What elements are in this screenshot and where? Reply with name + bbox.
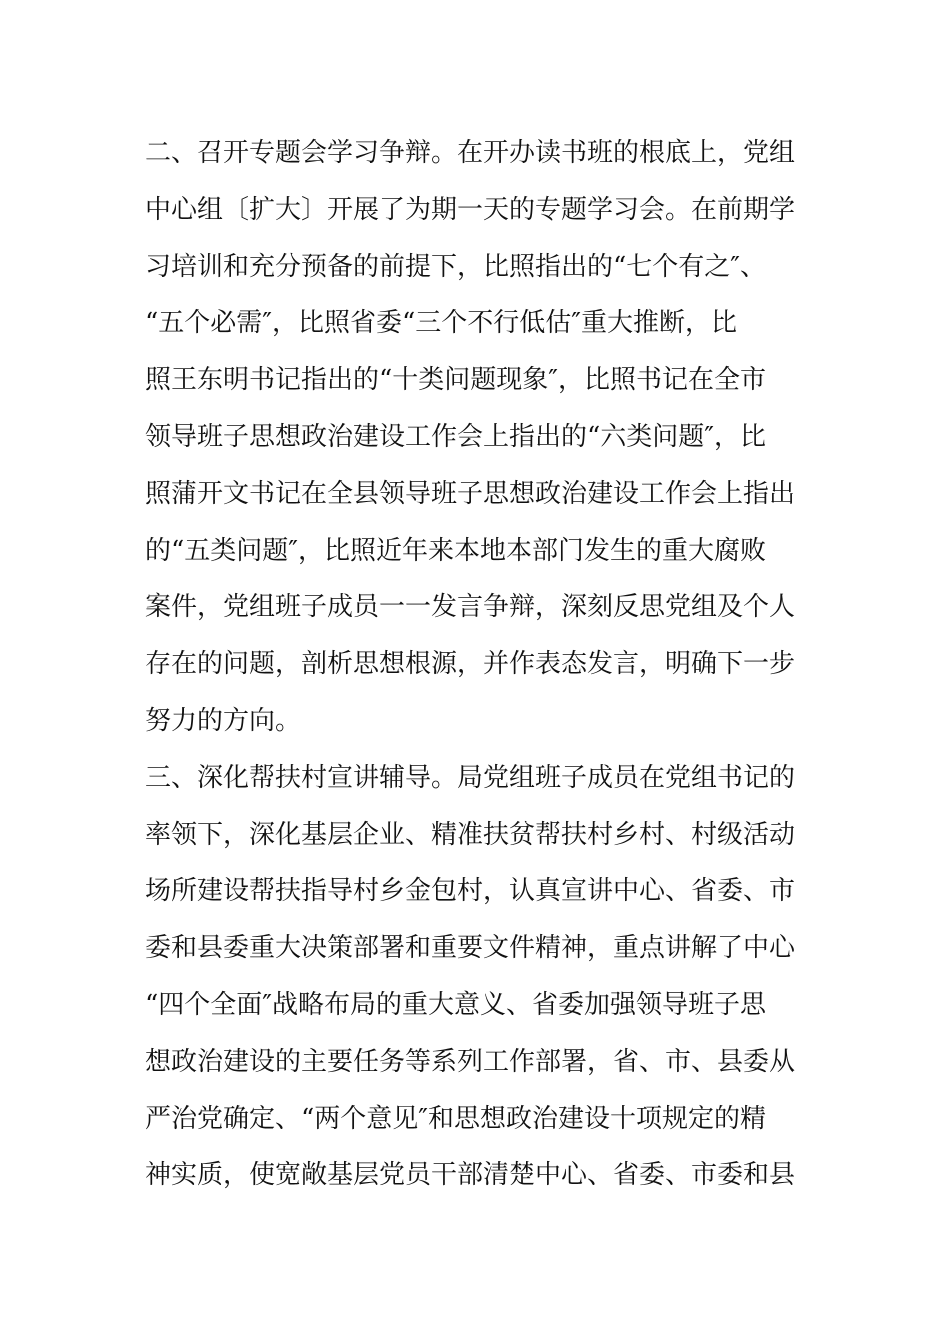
text-line: 领导班子思想政治建设工作会上指出的“六类问题″，比 — [145, 421, 767, 452]
text-line: 委和县委重大决策部署和重要文件精神，重点讲解了中心 — [145, 933, 796, 964]
text-line: 的“五类问题″，比照近年来本地本部门发生的重大腐败 — [145, 535, 767, 566]
text-line: “五个必需″，比照省委“三个不行低估″重大推断，比 — [145, 308, 738, 339]
text-line: 三、深化帮扶村宣讲辅导。局党组班子成员在党组书记的 — [145, 762, 796, 793]
text-line: 照蒲开文书记在全县领导班子思想政治建设工作会上指出 — [145, 478, 796, 509]
text-line: 照王东明书记指出的“十类问题现象″，比照书记在全市 — [145, 365, 767, 396]
text-line: 努力的方向。 — [145, 705, 302, 736]
text-line: 案件，党组班子成员一一发言争辩，深刻反思党组及个人 — [145, 592, 796, 623]
text-line: 场所建设帮扶指导村乡金包村，认真宣讲中心、省委、市 — [145, 876, 796, 907]
text-line: 率领下，深化基层企业、精准扶贫帮扶村乡村、村级活动 — [145, 819, 796, 850]
text-line: 严治党确定、“两个意见″和思想政治建设十项规定的精 — [145, 1103, 767, 1134]
text-line: “四个全面″战略布局的重大意义、省委加强领导班子思 — [145, 989, 767, 1020]
text-line: 中心组〔扩大〕开展了为期一天的专题学习会。在前期学 — [145, 194, 796, 225]
text-line: 存在的问题，剖析思想根源，并作表态发言，明确下一步 — [145, 649, 796, 680]
body-text — [145, 125, 815, 1204]
text-line: 二、召开专题会学习争辩。在开办读书班的根底上，党组 — [145, 138, 796, 168]
text-line: 习培训和充分预备的前提下，比照指出的“七个有之″、 — [145, 251, 767, 282]
text-line: 神实质，使宽敞基层党员干部清楚中心、省委、市委和县 — [145, 1160, 796, 1191]
text-line: 想政治建设的主要任务等系列工作部署，省、市、县委从 — [145, 1046, 796, 1077]
